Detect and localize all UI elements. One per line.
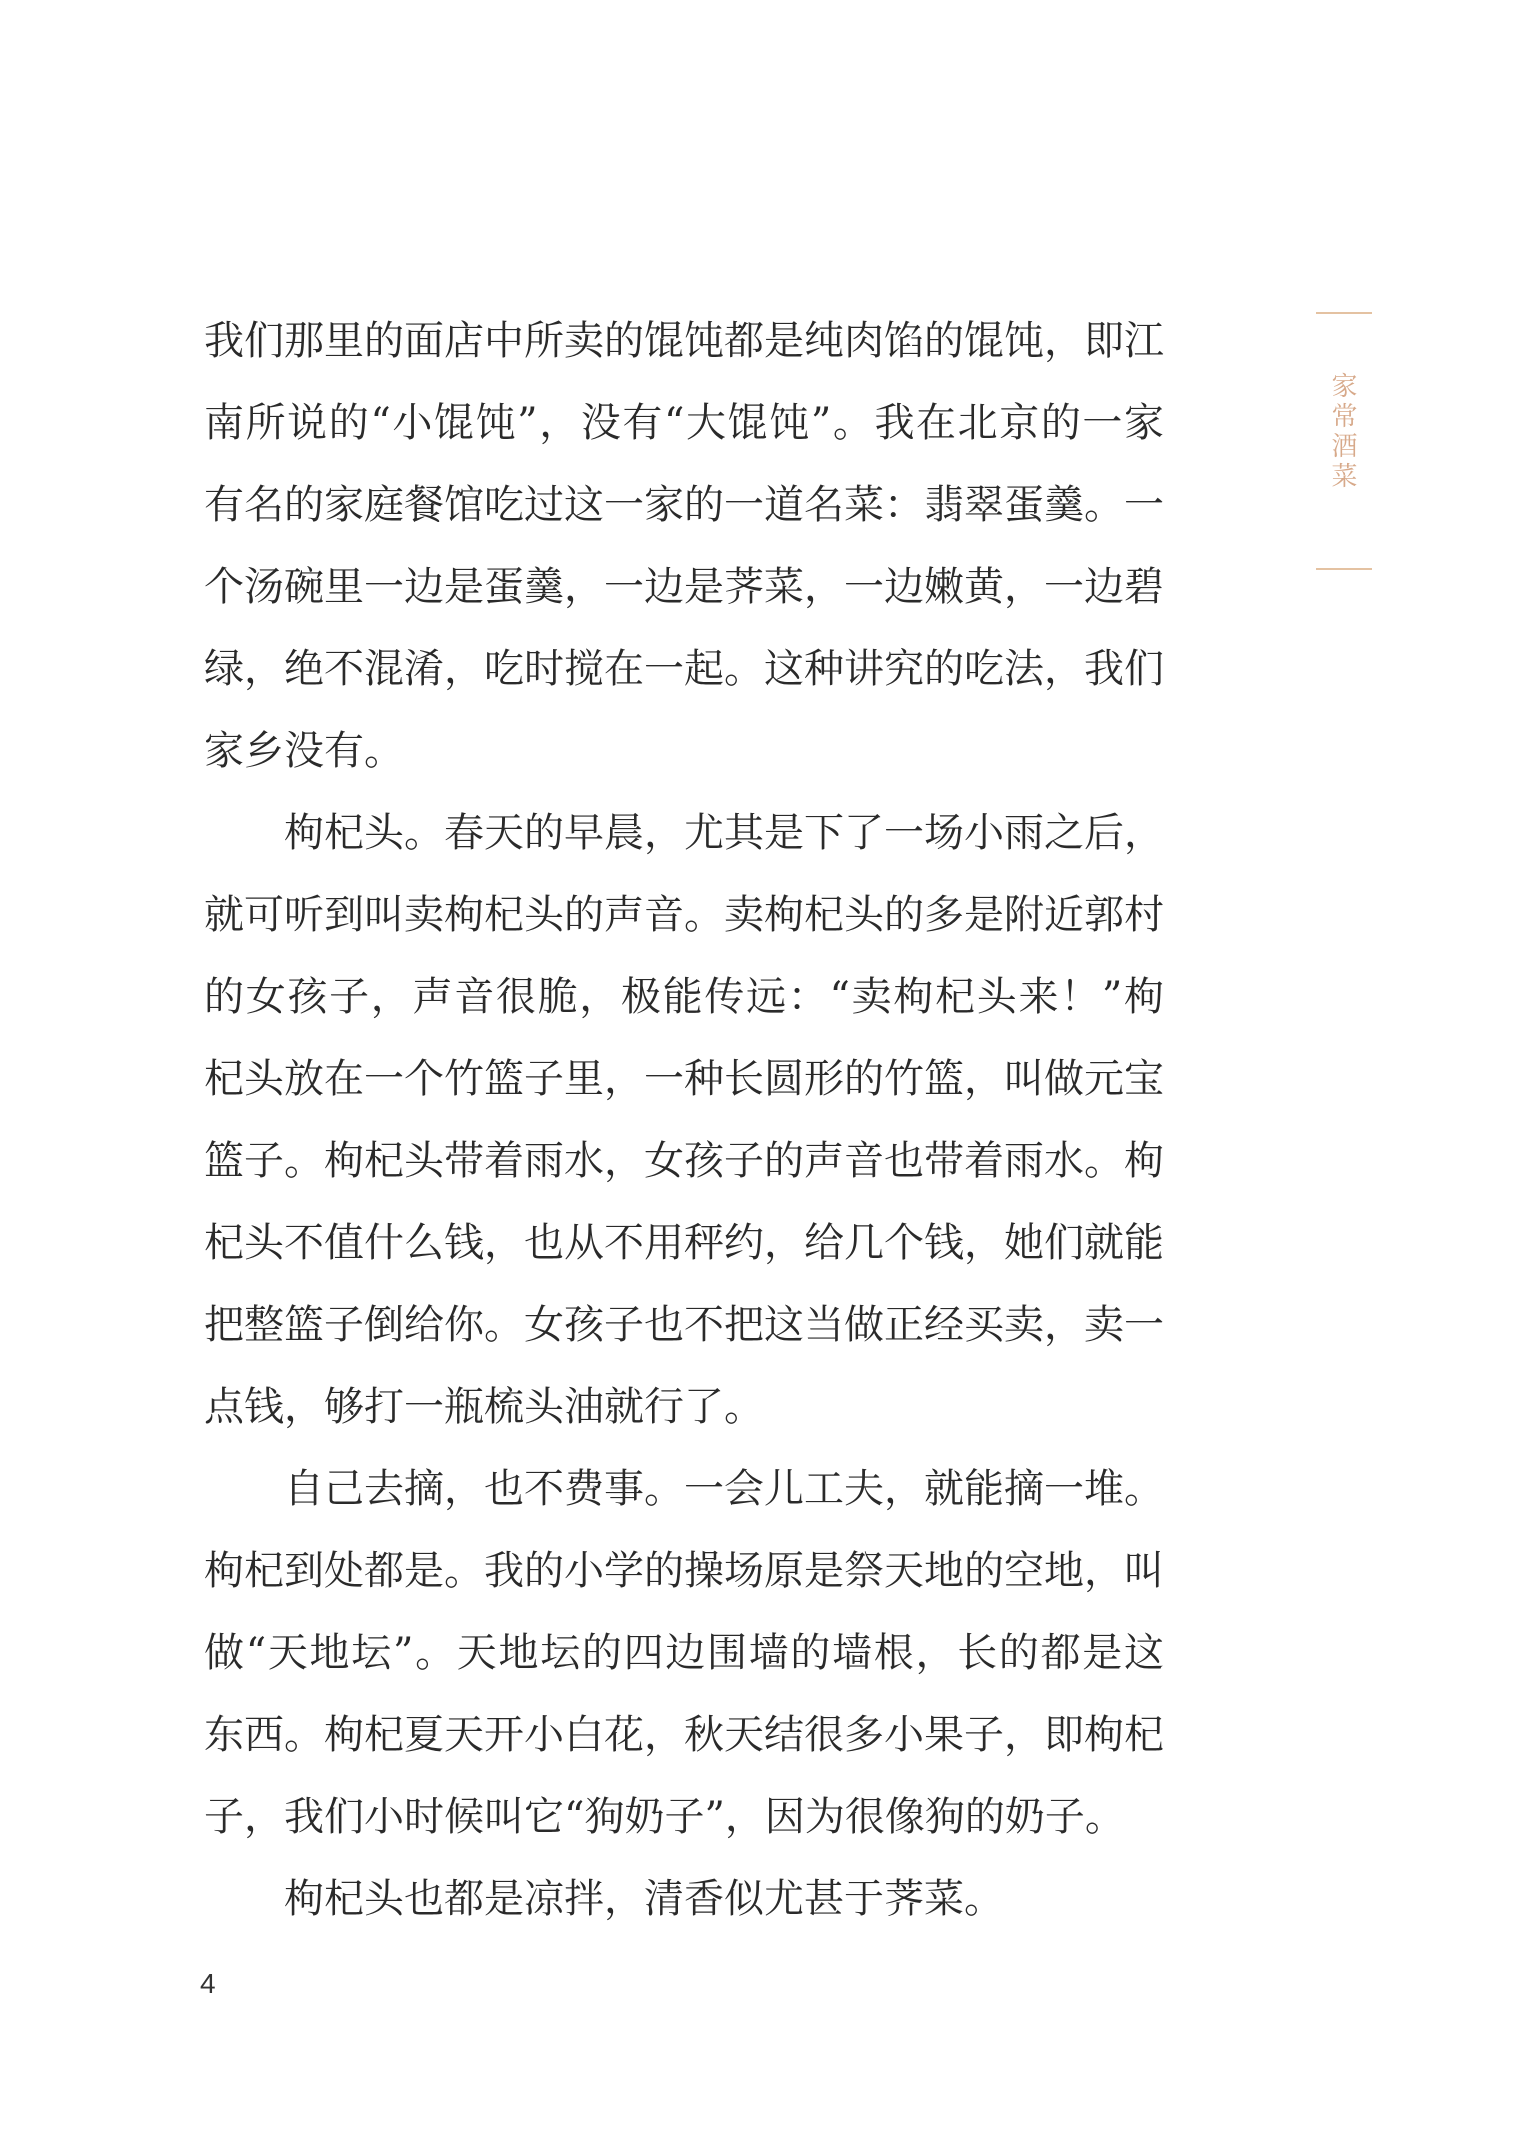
paragraph-continued: 我们那里的面店中所卖的馄饨都是纯肉馅的馄饨，即江南所说的“小馄饨”，没有“大馄饨”。我在北京的一家有名的家庭餐馆吃过这一家的一道名菜：翡翠蛋羹。一个汤碗里一边是蛋羹，一边是荠菜，一边嫩黄，一边碧绿，绝不混淆，吃时搅在一起。这种讲究的吃法，我们家乡没有。 — [204, 318, 1164, 774]
paragraph-gouqi-tou: 枸杞头。春天的早晨，尤其是下了一场小雨之后，就可听到叫卖枸杞头的声音。卖枸杞头的多是附近郭村的女孩子，声音很脆，极能传远：“卖枸杞头来！”枸杞头放在一个竹篮子里，一种长圆形的竹篮，叫做元宝篮子。枸杞头带着雨水，女孩子的声音也带着雨水。枸杞头不值什么钱，也从不用秤约，给几个钱，她们就能把整篮子倒给你。女孩子也不把这当做正经买卖，卖一点钱，够打一瓶梳头油就行了。 — [204, 810, 1164, 1430]
paragraph-self-picking: 自己去摘，也不费事。一会儿工夫，就能摘一堆。枸杞到处都是。我的小学的操场原是祭天地的空地，叫做“天地坛”。天地坛的四边围墙的墙根，长的都是这东西。枸杞夏天开小白花，秋天结很多小果子，即枸杞子，我们小时候叫它“狗奶子”，因为很像狗的奶子。 — [204, 1466, 1164, 1840]
running-title: 家常酒菜 — [1327, 372, 1357, 492]
side-rule-top — [1316, 312, 1372, 314]
body-text — [204, 300, 1164, 1940]
page-number: 4 — [200, 1968, 216, 1999]
side-rule-bottom — [1316, 568, 1372, 570]
paragraph-cold-dressed: 枸杞头也都是凉拌，清香似尤甚于荠菜。 — [284, 1876, 1004, 1922]
